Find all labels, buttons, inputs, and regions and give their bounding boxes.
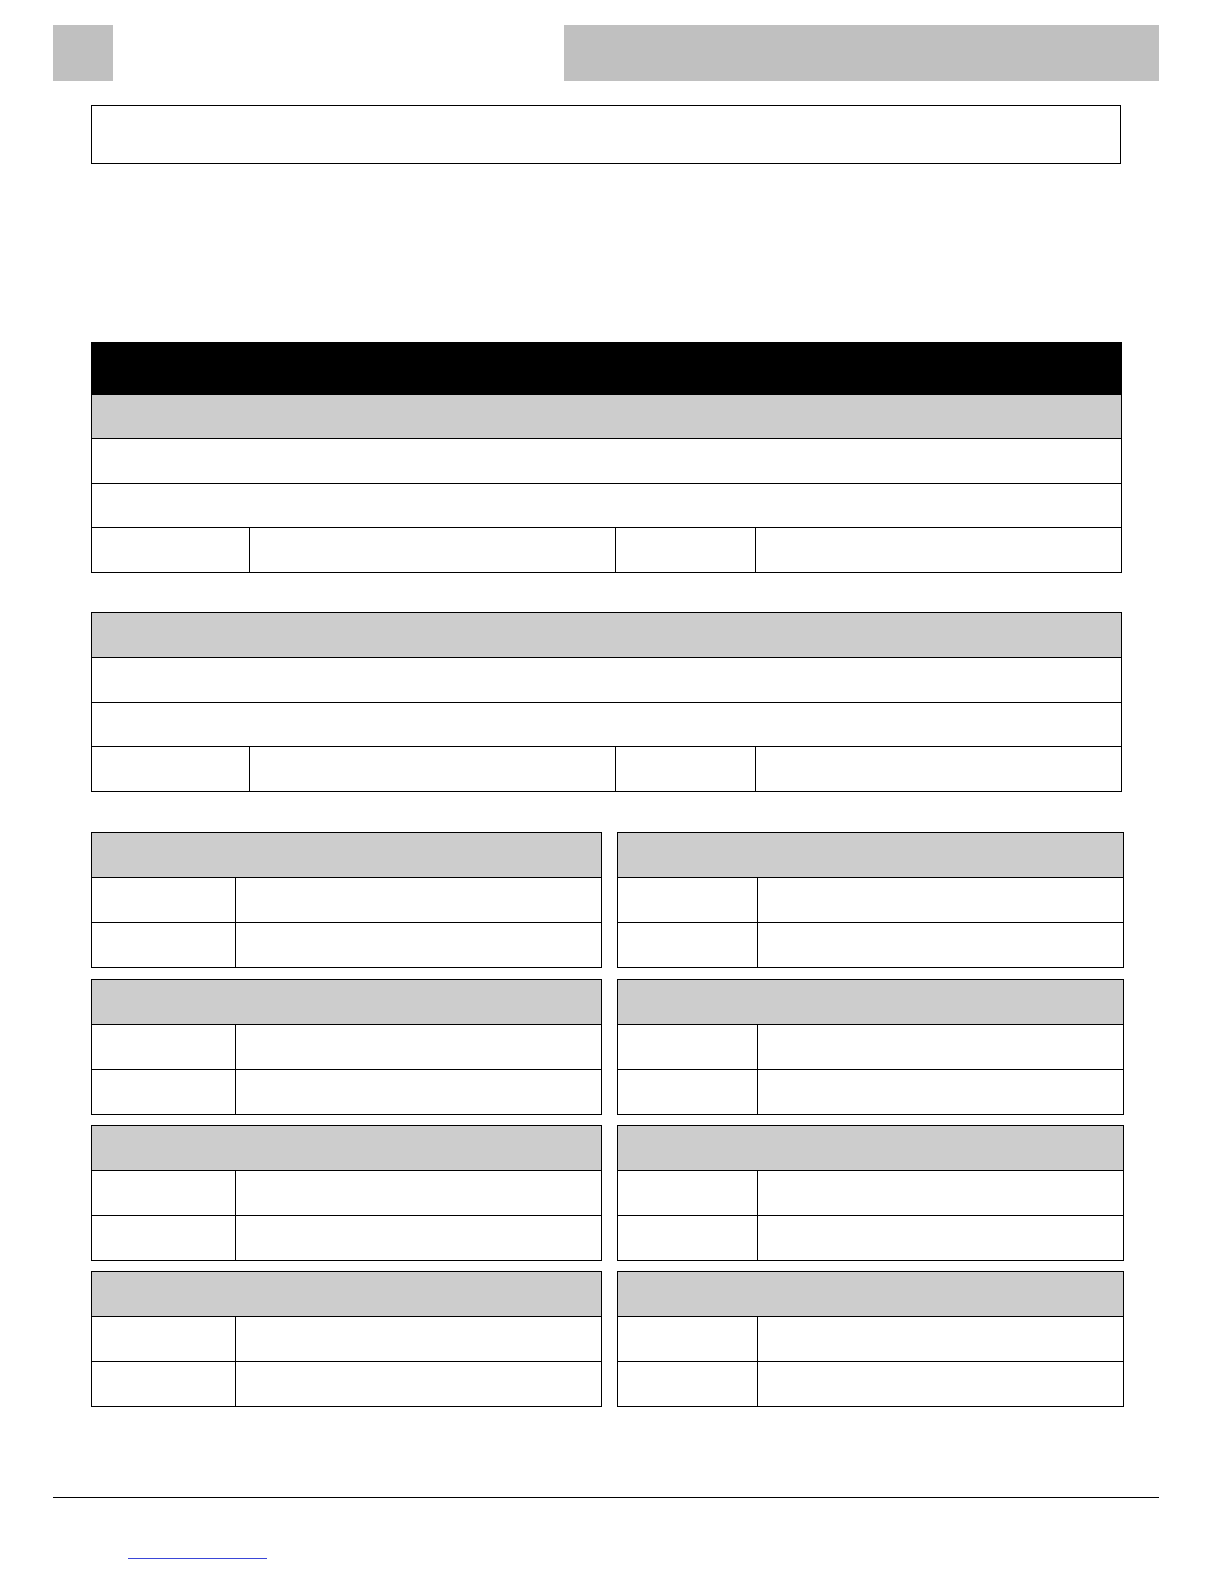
grid-block-2 [617,832,1124,968]
block-label [92,833,602,878]
field-value [758,1317,1124,1362]
field-label [618,878,758,923]
block-label [618,833,1124,878]
form-header-band [92,343,1122,395]
block-label [92,1272,602,1317]
field-value [236,1025,602,1070]
section-label [92,613,1122,658]
field-value [236,923,602,968]
field-label [618,923,758,968]
field-value [250,528,616,573]
field-value [236,1216,602,1261]
section-label [92,395,1122,439]
field-label [92,1362,236,1407]
field-label [618,1171,758,1216]
block-label [618,1126,1124,1171]
field-value [758,1362,1124,1407]
field-label [618,1317,758,1362]
field-value [758,1070,1124,1115]
field-value [236,1070,602,1115]
field-value [236,1362,602,1407]
block-label [92,1126,602,1171]
field-label [618,1070,758,1115]
field-value [236,1317,602,1362]
logo-placeholder [53,25,113,81]
footer-divider [53,1497,1159,1498]
field-label [92,528,250,573]
second-form-table [91,612,1122,792]
grid-block-7 [91,1271,602,1407]
grid-block-3 [91,979,602,1115]
grid-block-6 [617,1125,1124,1261]
field-label [618,1025,758,1070]
field-value [758,1216,1124,1261]
field-value [236,1171,602,1216]
field-value [758,1171,1124,1216]
field-label [92,1070,236,1115]
field-value [758,923,1124,968]
field-label [618,1216,758,1261]
form-row [92,658,1122,703]
form-row [92,703,1122,747]
field-label [92,1171,236,1216]
main-form-table [91,342,1122,573]
block-label [92,980,602,1025]
field-value [250,747,616,792]
field-label [616,747,756,792]
field-label [92,878,236,923]
field-label [92,923,236,968]
block-label [618,980,1124,1025]
document-title-box [91,105,1121,164]
field-value [758,878,1124,923]
grid-block-4 [617,979,1124,1115]
field-label [92,1216,236,1261]
field-label [92,747,250,792]
block-label [618,1272,1124,1317]
field-label [616,528,756,573]
field-value [758,1025,1124,1070]
form-row [92,439,1122,484]
field-value [756,747,1122,792]
grid-block-8 [617,1271,1124,1407]
field-value [236,878,602,923]
field-value [756,528,1122,573]
field-label [92,1317,236,1362]
grid-block-5 [91,1125,602,1261]
field-label [92,1025,236,1070]
header-banner [564,25,1159,81]
footer-link[interactable] [128,1558,267,1559]
grid-block-1 [91,832,602,968]
field-label [618,1362,758,1407]
form-row [92,484,1122,528]
